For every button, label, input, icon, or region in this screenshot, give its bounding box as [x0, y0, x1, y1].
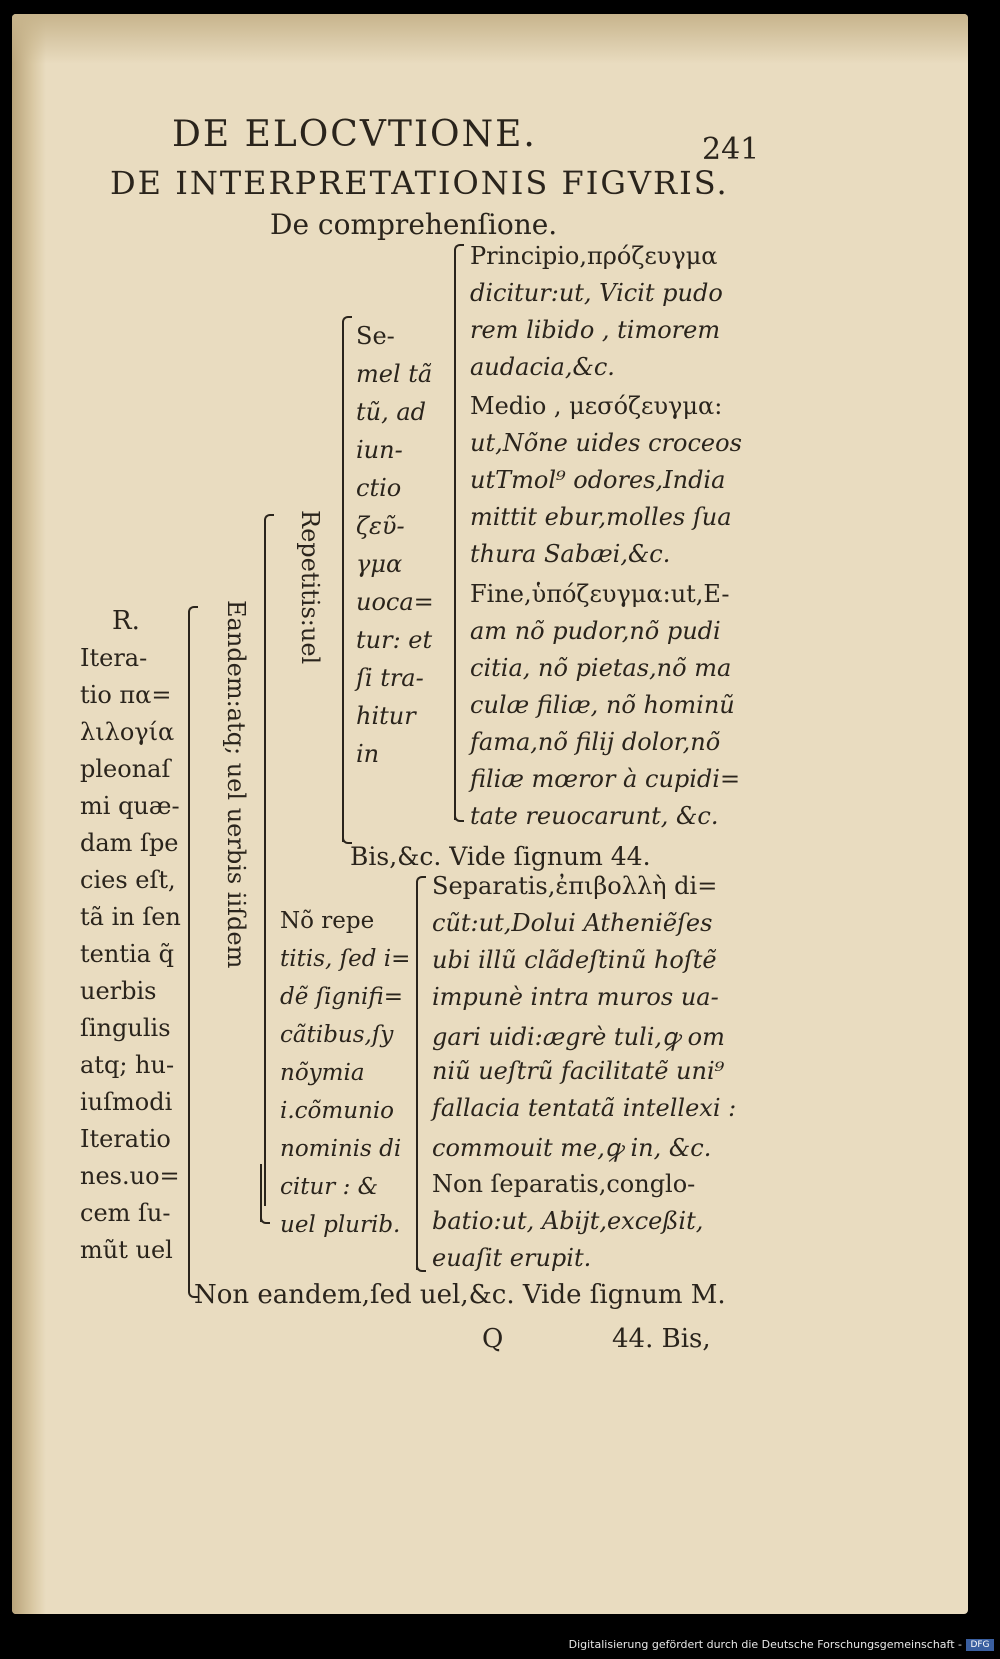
principio-line: rem libido , timorem: [470, 316, 721, 344]
semel-line: iun-: [356, 436, 403, 464]
fine-line: Fine,ὑπόζευγμα:ut,E-: [470, 580, 730, 608]
bracket-norepe-bottom: [260, 1214, 270, 1224]
eandem-label: Eandem:atq; uel uerbis iiſdem: [222, 600, 250, 969]
page-top-stain: [12, 14, 968, 64]
left-line: ſingulis: [80, 1014, 171, 1042]
principio-line: audacia,&c.: [470, 353, 615, 381]
fine-line: filiæ mœror à cupidi=: [470, 765, 741, 793]
norepe-line: i.cõmunio: [280, 1098, 395, 1124]
separatis-line: ubi illũ clãdeſtinũ hoſtẽ: [432, 946, 717, 974]
left-line: mũt uel: [80, 1236, 173, 1264]
separatis-line: niũ ueſtrũ facilitatẽ uni⁹: [432, 1057, 725, 1085]
separatis-line: Separatis,ἐπιβολλὴ di=: [432, 872, 718, 900]
nonsep-line: batio:ut, Abijt,exceßit,: [432, 1207, 704, 1235]
medio-line: ut,Nõne uides croceos: [470, 429, 742, 457]
left-line: dam ſpe: [80, 829, 179, 857]
norepe-line: citur : &: [280, 1174, 379, 1200]
page-left-shadow: [12, 14, 46, 1614]
left-line: Iteratio: [80, 1125, 171, 1153]
medio-line: mittit ebur,molles ſua: [470, 503, 732, 531]
dfg-logo: DFG: [966, 1639, 994, 1651]
norepe-line: cãtibus,ſy: [280, 1022, 394, 1048]
semel-line: in: [356, 740, 380, 768]
catchword: 44. Bis,: [612, 1324, 711, 1354]
bracket-separatis: [416, 882, 418, 1270]
semel-line: Se-: [356, 322, 395, 350]
semel-line: hitur: [356, 702, 416, 730]
fine-line: am nõ pudor,nõ pudi: [470, 617, 721, 645]
semel-line: tur: et: [356, 626, 433, 654]
left-line: cies eſt,: [80, 866, 176, 894]
left-line: atq; hu-: [80, 1051, 175, 1079]
norepe-line: nõymia: [280, 1060, 365, 1086]
nonsep-line: Non ſeparatis,conglo-: [432, 1170, 696, 1198]
principio-line: dicitur:ut, Vicit pudo: [470, 279, 723, 307]
norepe-line: Nõ repe: [280, 908, 375, 934]
non-eandem-line: Non eandem,ſed uel,&c. Vide ſignum M.: [194, 1280, 726, 1310]
left-line: cem ſu-: [80, 1199, 171, 1227]
subtitle: De comprehenſione.: [270, 208, 558, 241]
fine-line: fama,nõ filij dolor,nõ: [470, 728, 721, 756]
bracket-principio-bottom: [454, 812, 464, 822]
left-line: tio πα=: [80, 681, 172, 709]
medio-line: Medio , μεσόζευγμα:: [470, 392, 723, 420]
separatis-line: fallacia tentatã intellexi :: [432, 1094, 737, 1122]
semel-line: tũ, ad: [356, 398, 427, 426]
separatis-line: gari uidi:ægrè tuli,ꝙ om: [432, 1023, 725, 1051]
bis-line: Bis,&c. Vide ſignum 44.: [350, 842, 651, 871]
norepe-line: nominis di: [280, 1136, 402, 1162]
left-line: tentia q̃: [80, 940, 174, 968]
medio-line: utTmol⁹ odores,India: [470, 466, 726, 494]
bracket-semel: [342, 322, 344, 842]
fine-line: tate reuocarunt, &c.: [470, 802, 719, 830]
norepe-line: uel plurib.: [280, 1212, 401, 1238]
medio-line: thura Sabæi,&c.: [470, 540, 671, 568]
norepe-line: dẽ ſignifi=: [280, 984, 404, 1010]
left-line: mi quæ-: [80, 792, 180, 820]
left-line: λιλογία: [80, 718, 175, 746]
signature-mark: Q: [482, 1324, 504, 1354]
digitization-notice: Digitalisierung gefördert durch die Deutsche Forschungsgemeinschaft -: [568, 1638, 962, 1651]
semel-line: ζεῦ-: [356, 512, 405, 540]
repetitis-label: Repetitis:uel: [296, 510, 324, 665]
bracket-repetitis: [264, 520, 266, 1206]
semel-line: γμα: [356, 550, 403, 578]
semel-line: mel tã: [356, 360, 433, 388]
norepe-line: titis, ſed i=: [280, 946, 411, 972]
page-number: 241: [702, 132, 760, 167]
left-line: Itera-: [80, 644, 148, 672]
separatis-line: cũt:ut,Dolui Atheniẽſes: [432, 909, 713, 937]
semel-line: ſi tra-: [356, 664, 424, 692]
semel-line: uoca=: [356, 588, 434, 616]
left-line: nes.uo=: [80, 1162, 180, 1190]
bracket-principio: [454, 250, 456, 820]
left-line: tã in ſen: [80, 903, 181, 931]
bracket-eandem: [188, 612, 190, 1288]
nonsep-line: euaſit erupit.: [432, 1244, 592, 1272]
running-title: DE ELOCVTIONE.: [172, 114, 537, 155]
fine-line: culæ filiæ, nõ hominũ: [470, 691, 735, 719]
left-line: uerbis: [80, 977, 157, 1005]
left-line: pleonaſ: [80, 755, 171, 783]
bracket-separatis-bottom: [416, 1262, 426, 1272]
section-title: DE INTERPRETATIONIS FIGVRIS.: [110, 164, 729, 202]
left-column-label: R.: [112, 606, 140, 636]
semel-line: ctio: [356, 474, 402, 502]
principio-line: Principio,πρόζευγμα: [470, 242, 718, 270]
book-page: [12, 14, 968, 1614]
separatis-line: commouit me,ꝙ in, &c.: [432, 1134, 712, 1162]
left-line: iuſmodi: [80, 1088, 173, 1116]
separatis-line: impunè intra muros ua-: [432, 983, 719, 1011]
fine-line: citia, nõ pietas,nõ ma: [470, 654, 732, 682]
footer-bar: [0, 1614, 1000, 1659]
